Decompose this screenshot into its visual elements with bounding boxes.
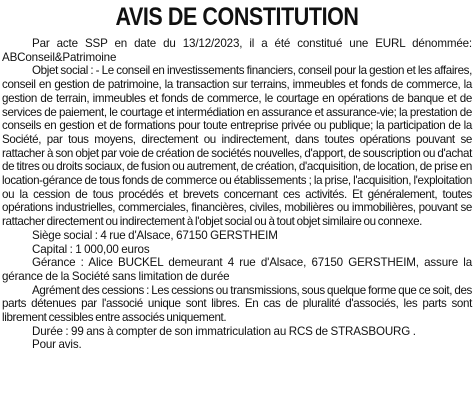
notice-paragraph-capital: Capital : 1 000,00 euros (32, 242, 150, 256)
notice-title: AVIS DE CONSTITUTION (115, 3, 359, 31)
notice-paragraph-management: Gérance : Alice BUCKEL demeurant 4 rue d'Alsace, 67150 GERSTHEIM, assure la gérance de la Société sans limitation de durée (2, 256, 472, 283)
notice-body (2, 37, 472, 352)
notice-paragraph-duration: Durée : 99 ans à compter de son immatriculation au RCS de STRASBOURG . (32, 324, 416, 338)
notice-paragraph-share-transfer: Agrément des cessions : Les cessions ou transmissions, sous quelque forme que ce soit, des parts détenues par l'associé unique sont libres. En cas de pluralité d'associés, les parts sont librement cessibles entre associés uniquement. (2, 283, 472, 325)
notice-paragraph-purpose: Objet social : - Le conseil en investissements financiers, conseil pour la gestion et les affaires, conseil en gestion de patrimoine, la transaction sur terrains, immeubles et fonds de commerce, la gestion de terrain, immeubles et fonds de commerce, le courtage en opérations de banque et de services de paiement, le courtage et intermédiation en assurance et assurance-vie; la prestation de conseils en gestion et de formations pour toute entreprise privée ou publique; la participation de la Société, par tous moyens, directement ou indirectement, dans toutes opérations pouvant se rattacher à son objet par voie de création de sociétés nouvelles, d'apport, de souscription ou d'achat de titres ou droits sociaux, de fusion ou autrement, de création, d'acquisition, de location, de prise en location-gérance de tous fonds de commerce ou établissements ; la prise, l'acquisition, l'exploitation ou la cession de tous procédés et brevets concernant ces activités. Et généralement, toutes opérations industrielles, commerciales, financières, civiles, mobilières ou immobilières, pouvant se rattacher directement ou indirectement à l'objet social ou à tout objet similaire ou connexe. (2, 64, 472, 229)
notice-paragraph-act: Par acte SSP en date du 13/12/2023, il a été constitué une EURL dénommée: ABConseil&Patrimoine (2, 37, 472, 64)
notice-paragraph-closing: Pour avis. (32, 338, 82, 352)
notice-paragraph-head-office: Siège social : 4 rue d'Alsace, 67150 GERSTHEIM (32, 228, 278, 242)
